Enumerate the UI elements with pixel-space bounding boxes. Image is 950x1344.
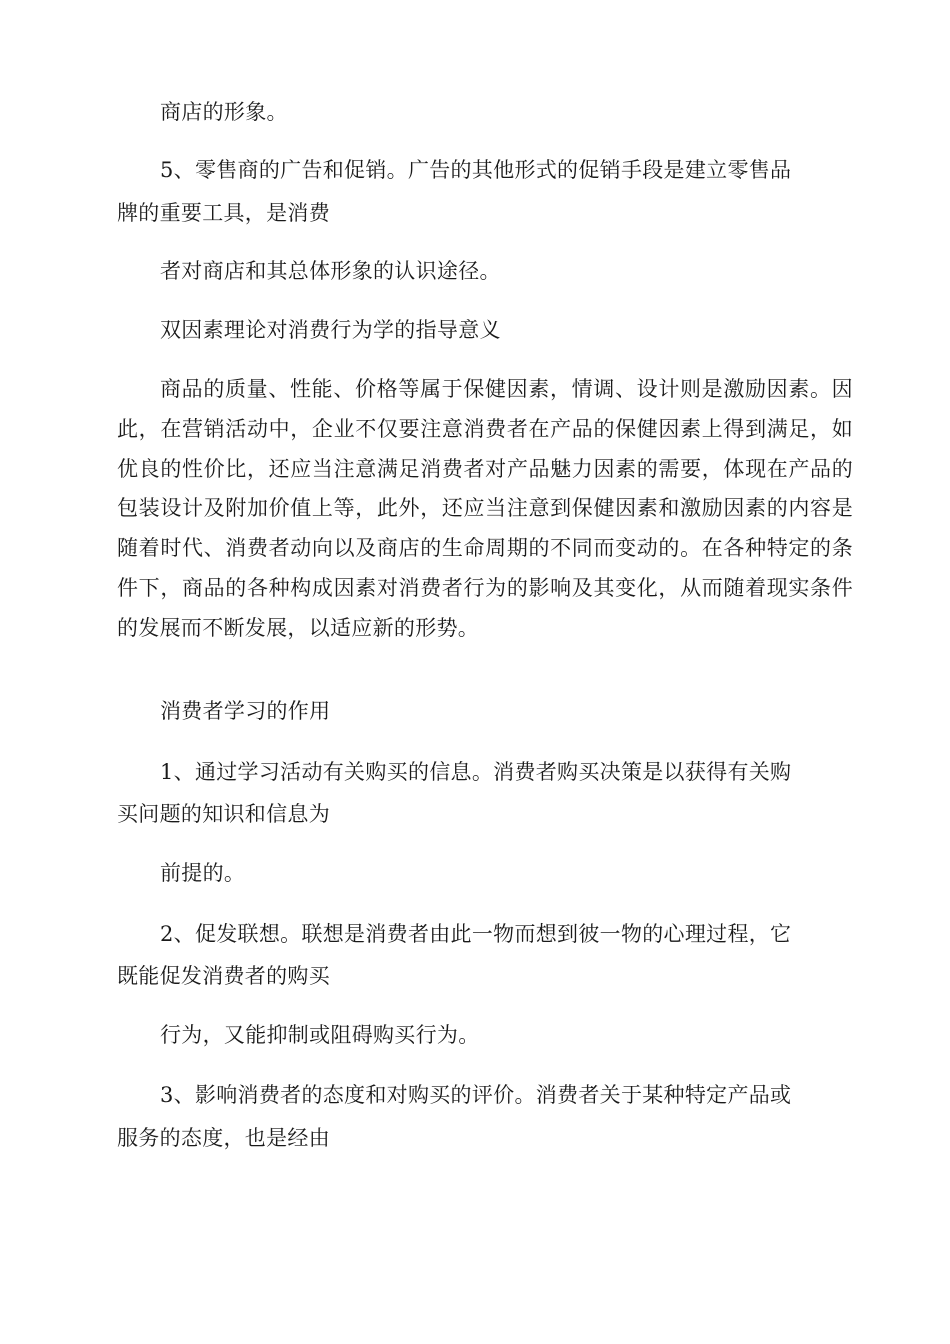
text-line: 既能促发消费者的购买	[117, 964, 330, 988]
text-line: 牌的重要工具，是消费	[117, 201, 330, 225]
list-item-1: 1、通过学习活动有关购买的信息。消费者购买决策是以获得有关购	[160, 760, 792, 784]
body-paragraph: 商品的质量、性能、价格等属于保健因素，情调、设计则是激励因素。因此，在营销活动中，企业不仅要注意消费者在产品的保健因素上得到满足，如优良的性价比，还应当注意满足消费者对产品魅力因素的需要，体现在产品的包装设计及附加价值上等，此外，还应当注意到保健因素和激励因素的内容是随着时代、消费者动向以及商店的生命周期的不同而变动的。在各种特定的条件下，商品的各种构成因素对消费者行为的影响及其变化，从而随着现实条件的发展而不断发展，以适应新的形势。	[117, 377, 853, 640]
list-item-2: 2、促发联想。联想是消费者由此一物而想到彼一物的心理过程，它	[160, 922, 792, 946]
list-item-3: 3、影响消费者的态度和对购买的评价。消费者关于某种特定产品或	[160, 1083, 792, 1107]
text-line: 买问题的知识和信息为	[117, 802, 330, 826]
section-heading: 消费者学习的作用	[160, 699, 331, 723]
text-line: 前提的。	[160, 861, 246, 885]
list-item-5: 5、零售商的广告和促销。广告的其他形式的促销手段是建立零售品	[160, 158, 792, 182]
section-heading: 双因素理论对消费行为学的指导意义	[160, 318, 501, 342]
text-line: 者对商店和其总体形象的认识途径。	[160, 259, 501, 283]
text-line: 商店的形象。	[160, 100, 288, 124]
text-line: 服务的态度，也是经由	[117, 1126, 330, 1150]
text-line: 行为，又能抑制或阻碍购买行为。	[160, 1023, 480, 1047]
